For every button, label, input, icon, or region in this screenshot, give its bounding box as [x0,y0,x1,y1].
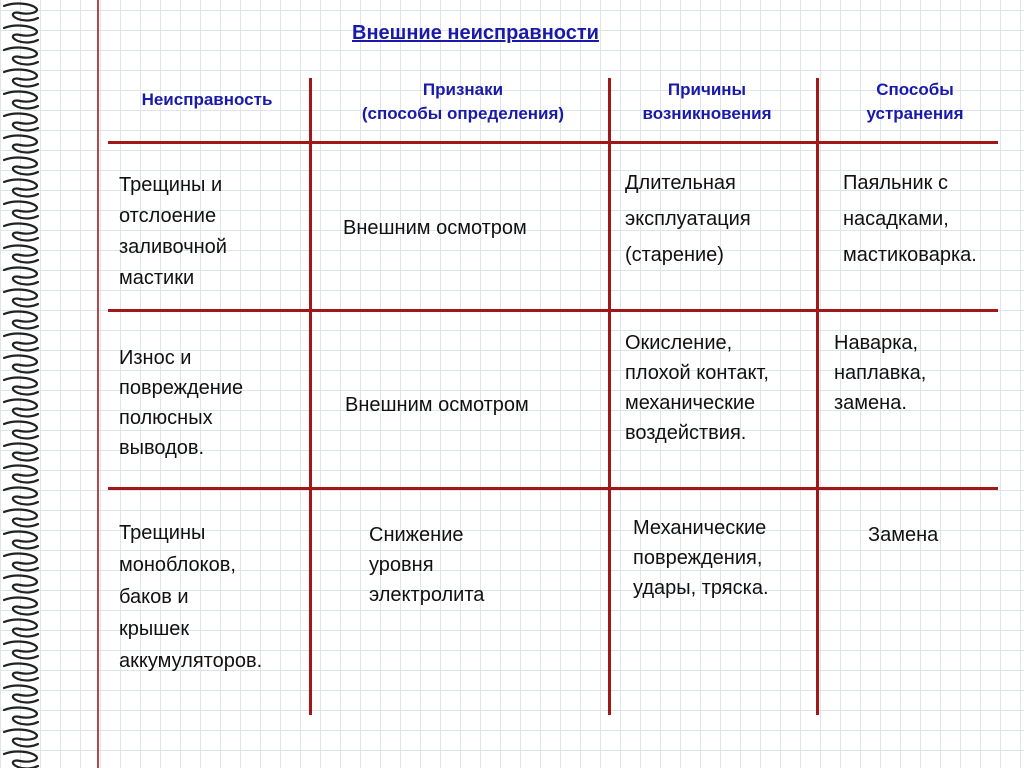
row3-signs: Снижение уровня электролита [369,524,485,606]
spiral-coil [4,180,38,197]
spiral-coil [4,576,38,593]
spiral-coil [4,664,38,681]
spiral-coil [4,488,38,505]
spiral-coil [4,400,38,417]
spiral-coil [4,4,38,21]
row1-remedies: Паяльник с насадками, мастиковарка. [843,172,977,266]
spiral-coil [4,598,38,615]
spiral-coil [4,26,38,43]
row2-remedies: Наварка, наплавка, замена. [834,332,927,414]
spiral-coil [4,334,38,351]
header-signs: Признаки (способы определения) [361,80,565,123]
row3-fault: Трещины моноблоков, баков и крышек аккумуляторов. [119,522,263,672]
column-divider [816,78,819,715]
spiral-coil [4,444,38,461]
spiral-coil [4,136,38,153]
row3-remedies: Замена [868,524,939,546]
spiral-coil [4,224,38,241]
spiral-coil [4,290,38,307]
row2-causes: Окисление, плохой контакт, механические воздействия. [625,332,769,444]
spiral-coil [4,510,38,527]
spiral-coil [4,642,38,659]
row1-causes: Длительная эксплуатация (старение) [625,172,751,266]
row3-causes: Механические повреждения, удары, тряска. [633,517,769,599]
column-divider [608,78,611,715]
spiral-coil [4,466,38,483]
spiral-coil [4,356,38,373]
column-divider [309,78,312,715]
page-title: Внешние неисправности [352,22,599,44]
spiral-coil [4,70,38,87]
spiral-coil [4,268,38,285]
spiral-coil [4,708,38,725]
notebook-spiral [0,0,44,768]
header-fault: Неисправность [141,90,273,109]
spiral-coil [4,378,38,395]
spiral-coil [4,422,38,439]
spiral-coil [4,114,38,131]
spiral-coil [4,246,38,263]
row1-signs: Внешним осмотром [343,217,527,239]
margin-line [97,0,99,768]
spiral-coil [4,686,38,703]
spiral-coil [4,752,38,768]
header-remedies: Способы устранения [866,80,964,123]
row-divider [108,487,998,490]
spiral-coil [4,532,38,549]
spiral-coil [4,158,38,175]
header-divider [108,141,998,144]
spiral-coil [4,554,38,571]
spiral-coil [4,312,38,329]
spiral-coil [4,48,38,65]
row-divider [108,309,998,312]
row2-signs: Внешним осмотром [345,394,529,416]
header-causes: Причины возникновения [642,80,772,123]
row1-fault: Трещины и отслоение заливочной мастики [119,174,227,289]
spiral-coil [4,92,38,109]
row2-fault: Износ и повреждение полюсных выводов. [119,347,244,459]
spiral-coil [4,202,38,219]
spiral-coil [4,730,38,747]
spiral-coil [4,620,38,637]
